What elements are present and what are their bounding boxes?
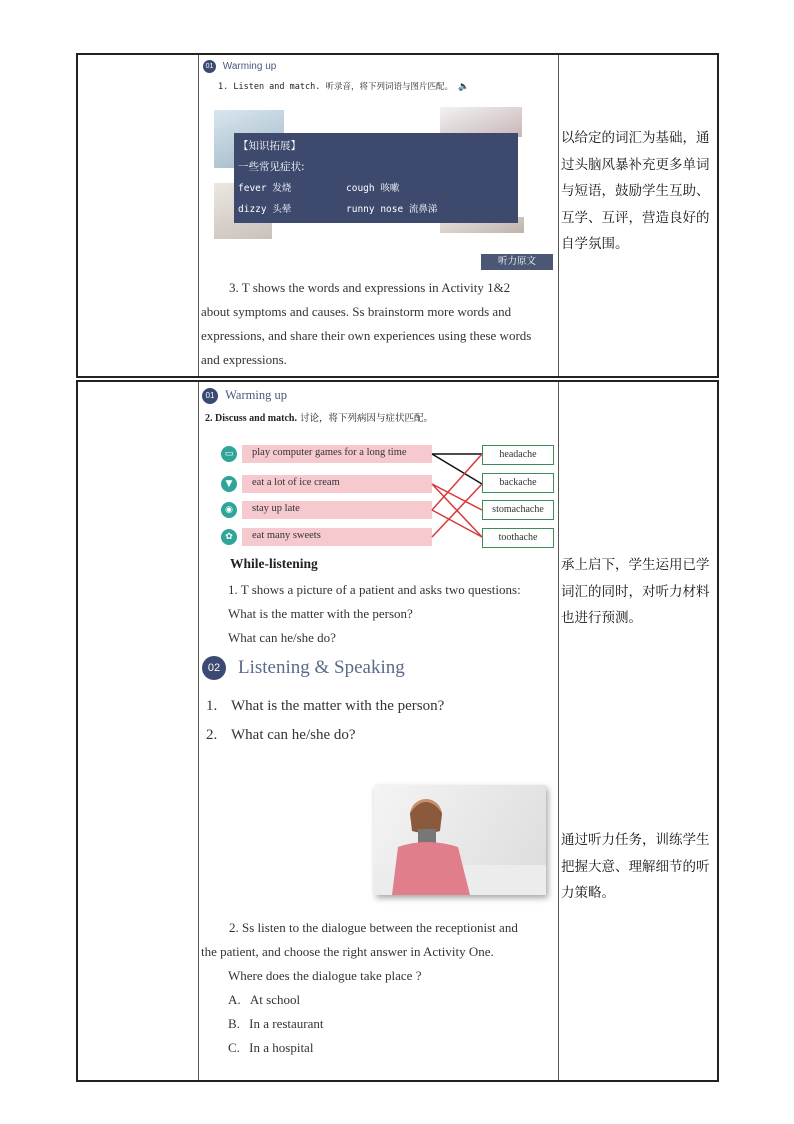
section-title: Warming up — [225, 388, 287, 402]
question-text: What is the matter with the person? — [231, 698, 445, 714]
instruction-bold: 2. Discuss and match. — [205, 413, 297, 424]
symptom-box[interactable]: backache — [482, 473, 554, 493]
column-divider — [198, 55, 199, 376]
column-divider — [558, 382, 559, 1080]
symptom-dizzy: dizzy 头晕 — [238, 204, 292, 215]
column-divider — [198, 382, 199, 1080]
ls-question-2 — [206, 727, 356, 744]
question-number: 1. — [206, 698, 218, 714]
while-listening-heading: While-listening — [230, 556, 318, 571]
text-line: What can he/she do? — [228, 630, 336, 645]
ice-cream-icon: ▼ — [221, 476, 237, 492]
match-line — [432, 510, 482, 537]
option-letter: B. — [228, 1016, 240, 1031]
symptom-fever: fever 发烧 — [238, 183, 292, 194]
slide-header — [202, 388, 287, 404]
note-line: 互学、互评，营造良好的 — [561, 209, 710, 226]
option-text: In a hospital — [249, 1040, 314, 1055]
step-3-text — [201, 276, 557, 372]
symptom-runny-nose: runny nose 流鼻涕 — [346, 204, 438, 215]
note-line: 自学氛围。 — [561, 236, 629, 252]
slide-header — [203, 60, 276, 73]
knowledge-subtitle: 一些常见症状: — [238, 161, 305, 173]
section-number-badge: 01 — [203, 60, 216, 73]
cause-label: play computer games for a long time — [252, 447, 407, 458]
symptom-box[interactable]: stomachache — [482, 500, 554, 520]
listening-speaking-header — [202, 656, 405, 680]
match-line — [432, 484, 482, 510]
note-line: 承上启下，学生运用已学 — [561, 557, 710, 573]
patient-illustration — [374, 785, 546, 895]
candy-icon: ✿ — [221, 529, 237, 545]
instruction-cn: 讨论，将下列病因与症状匹配。 — [296, 413, 433, 424]
patient-photo — [374, 785, 546, 895]
text-line: 3. T shows the words and expressions in Activity 1&2 — [229, 280, 511, 295]
note-line: 以给定的词汇为基础，通 — [561, 130, 710, 146]
cause-label: eat a lot of ice cream — [252, 477, 340, 488]
note-line: 通过听力任务，训练学生 — [561, 832, 710, 848]
note-line: 与短语，鼓励学生互助、 — [561, 183, 710, 199]
question-number: 2. — [206, 727, 218, 743]
teaching-note — [561, 552, 721, 632]
lesson-table-1 — [76, 53, 719, 378]
eye-icon: ◉ — [221, 502, 237, 518]
step-1-text — [228, 578, 558, 650]
cause-label: stay up late — [252, 503, 300, 514]
symptom-box[interactable]: headache — [482, 445, 554, 465]
lesson-table-2 — [76, 380, 719, 1082]
symptom-cough: cough 咳嗽 — [346, 183, 400, 194]
knowledge-title: 【知识拓展】 — [238, 140, 301, 152]
instruction-text: 1. Listen and match. 听录音，将下列词语与图片匹配。 — [218, 82, 453, 92]
text-line: expressions, and share their own experiences using these words — [201, 328, 532, 343]
listening-script-button[interactable]: 听力原文 — [481, 254, 553, 270]
section-title: Warming up — [222, 61, 277, 73]
note-line: 过头脑风暴补充更多单词 — [561, 156, 710, 173]
text-line: about symptoms and causes. Ss brainstorm more words and — [201, 304, 512, 319]
option-c[interactable] — [201, 1036, 557, 1060]
option-text: At school — [249, 992, 301, 1007]
text-line: What is the matter with the person? — [228, 606, 413, 621]
text-line: the patient, and choose the right answer in Activity One. — [201, 944, 494, 959]
option-b[interactable] — [201, 1012, 557, 1036]
section-title: Listening & Speaking — [238, 657, 405, 678]
option-letter: A. — [228, 992, 241, 1007]
option-text: In a restaurant — [249, 1016, 324, 1031]
monitor-icon: ▭ — [221, 446, 237, 462]
match-line — [432, 454, 482, 510]
ls-question-1 — [206, 698, 444, 715]
slide-instruction — [218, 80, 469, 92]
teaching-note — [561, 125, 721, 258]
step-2-text — [201, 916, 557, 1060]
column-divider — [558, 55, 559, 376]
text-line: Where does the dialogue take place ? — [228, 968, 422, 983]
note-line: 词汇的同时，对听力材料 — [561, 583, 710, 600]
speaker-icon[interactable]: 🔈 — [458, 82, 470, 92]
option-letter: C. — [228, 1040, 240, 1055]
match-line — [432, 454, 482, 484]
option-a[interactable] — [201, 988, 557, 1012]
cause-label: eat many sweets — [252, 530, 321, 541]
note-line: 力策略。 — [561, 885, 615, 901]
slide-instruction — [205, 410, 433, 424]
match-activity — [218, 444, 558, 554]
question-text: What can he/she do? — [231, 727, 356, 743]
teaching-note — [561, 827, 721, 907]
text-line: 1. T shows a picture of a patient and asks two questions: — [228, 582, 521, 597]
section-number-badge: 01 — [202, 388, 218, 404]
note-line: 也进行预测。 — [561, 610, 642, 626]
symptom-box[interactable]: toothache — [482, 528, 554, 548]
text-line: 2. Ss listen to the dialogue between the receptionist and — [229, 920, 518, 935]
text-line: and expressions. — [201, 352, 287, 367]
note-line: 把握大意、理解细节的听 — [561, 858, 710, 875]
knowledge-expansion-box — [234, 133, 518, 223]
section-number-badge: 02 — [202, 656, 226, 680]
